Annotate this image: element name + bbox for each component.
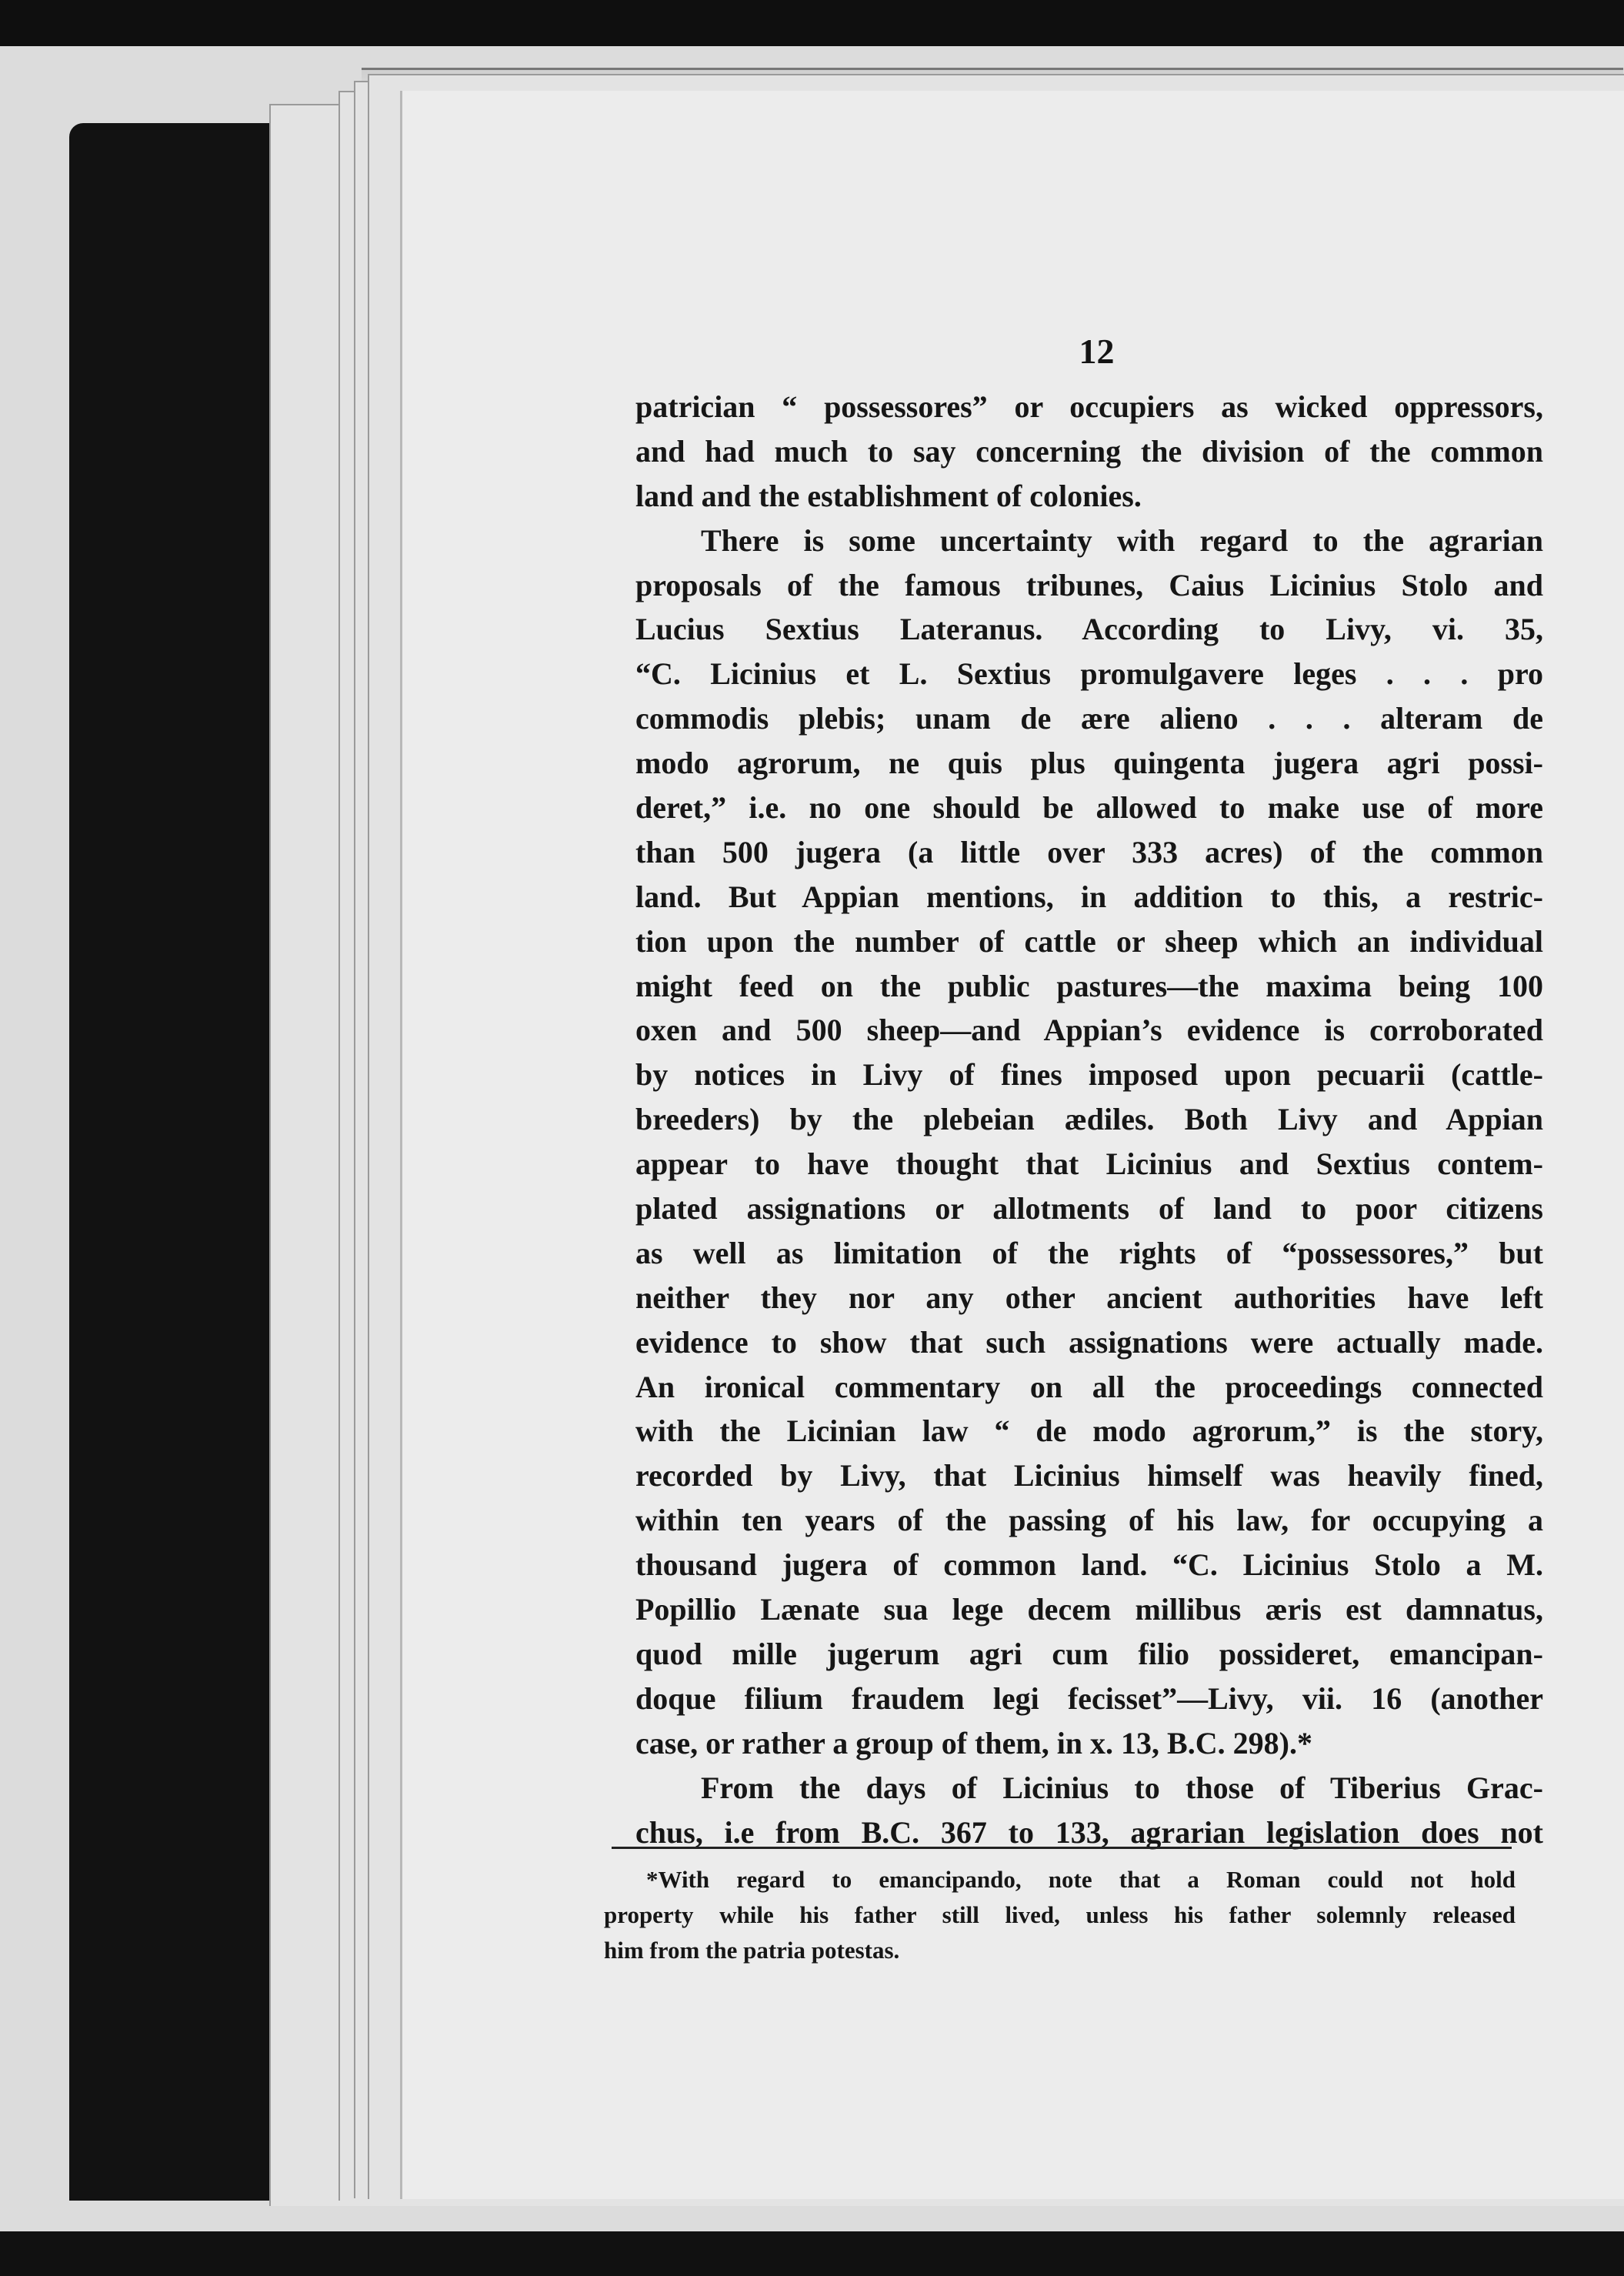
text-line: Popillio Lænate sua lege decem millibus æris est damnatus, (635, 1592, 1543, 1627)
footnote-line: *With regard to emancipando, note that a Roman could not hold (646, 1866, 1516, 1893)
footnote (604, 1862, 1516, 1968)
footnote-line: him from the patria potestas. (604, 1937, 900, 1964)
text-line: quod mille jugerum agri cum filio possideret, emancipan- (635, 1636, 1543, 1671)
text-line: From the days of Licinius to those of Tiberius Grac- (701, 1770, 1543, 1805)
text-line: patrician “ possessores” or occupiers as wicked oppressors, (635, 389, 1543, 424)
dark-margin-band (69, 123, 273, 2201)
page-number: 12 (1079, 332, 1115, 371)
text-line: recorded by Livy, that Licinius himself was heavily fined, (635, 1458, 1543, 1493)
text-line: by notices in Livy of fines imposed upon pecuarii (cattle- (635, 1057, 1543, 1093)
text-line: commodis plebis; unam de ære alieno . . . alteram de (635, 701, 1543, 736)
text-line: modo agrorum, ne quis plus quingenta jugera agri possi- (635, 746, 1543, 781)
text-line: thousand jugera of common land. “C. Licinius Stolo a M. (635, 1547, 1543, 1583)
text-line: land and the establishment of colonies. (635, 478, 1142, 513)
text-line: might feed on the public pastures—the maxima being 100 (635, 968, 1543, 1003)
scan-bottom-edge (0, 2231, 1624, 2276)
text-line: An ironical commentary on all the proceedings connected (635, 1369, 1543, 1404)
text-line: There is some uncertainty with regard to the agrarian (701, 522, 1543, 558)
text-line: than 500 jugera (a little over 333 acres) of the common (635, 834, 1543, 869)
text-line: with the Licinian law “ de modo agrorum,” is the story, (635, 1413, 1543, 1449)
text-line: neither they nor any other ancient authorities have left (635, 1280, 1543, 1315)
text-line: doque filium fraudem legi fecisset”—Livy, vii. 16 (another (635, 1680, 1543, 1716)
text-line: and had much to say concerning the division of the common (635, 433, 1543, 469)
footnote-line: property while his father still lived, unless his father solemnly released (604, 1901, 1516, 1928)
text-line: breeders) by the plebeian ædiles. Both Livy and Appian (635, 1102, 1543, 1137)
text-line: chus, i.e from B.C. 367 to 133, agrarian legislation does not (635, 1814, 1543, 1850)
text-line: proposals of the famous tribunes, Caius Licinius Stolo and (635, 567, 1543, 602)
text-line: oxen and 500 sheep—and Appian’s evidence is corroborated (635, 1013, 1543, 1048)
text-line: Lucius Sextius Lateranus. According to Livy, vi. 35, (635, 612, 1543, 647)
footnote-rule (612, 1847, 1512, 1849)
text-line: tion upon the number of cattle or sheep which an individual (635, 923, 1543, 959)
text-line: deret,” i.e. no one should be allowed to make use of more (635, 790, 1543, 826)
text-line: evidence to show that such assignations were actually made. (635, 1324, 1543, 1360)
text-line: case, or rather a group of them, in x. 13, B.C. 298).* (635, 1725, 1312, 1760)
text-line: “C. Licinius et L. Sextius promulgavere leges . . . pro (635, 656, 1543, 692)
body-text (635, 385, 1543, 1854)
text-line: plated assignations or allotments of land to poor citizens (635, 1191, 1543, 1226)
text-line: within ten years of the passing of his law, for occupying a (635, 1503, 1543, 1538)
text-line: appear to have thought that Licinius and Sextius contem- (635, 1146, 1543, 1182)
text-line: as well as limitation of the rights of “possessores,” but (635, 1235, 1543, 1270)
text-line: land. But Appian mentions, in addition to this, a restric- (635, 879, 1543, 914)
